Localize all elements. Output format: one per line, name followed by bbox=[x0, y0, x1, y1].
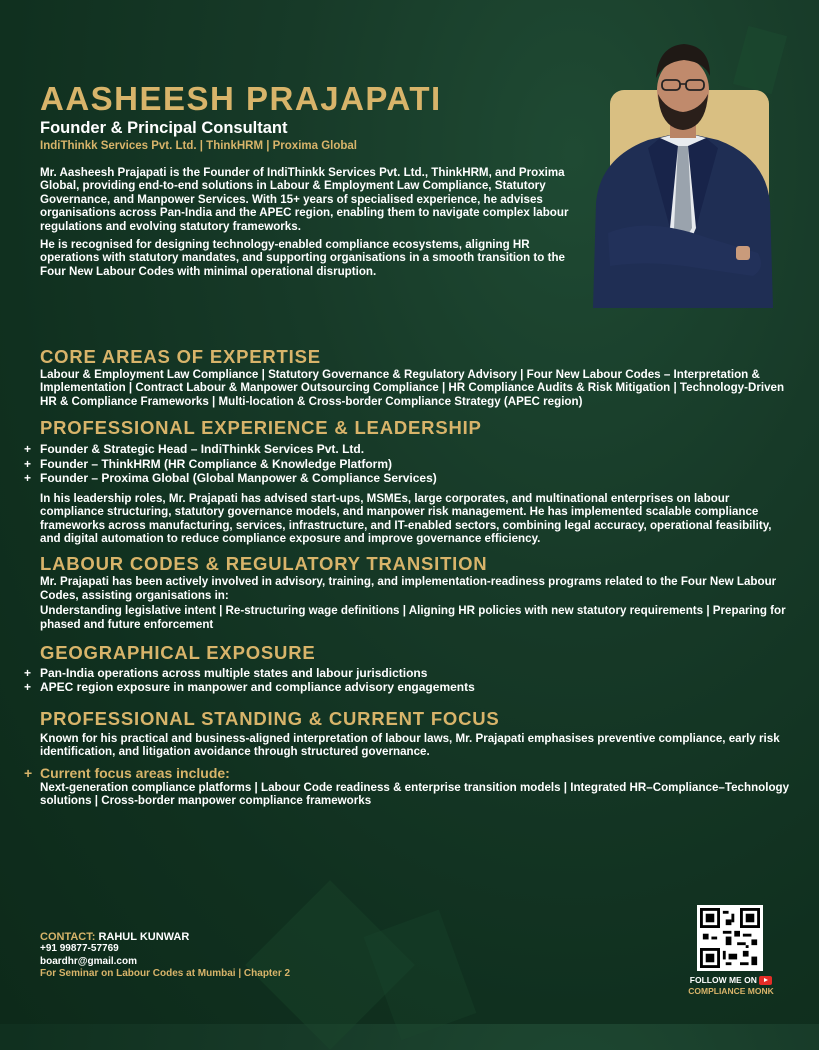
plus-icon: + bbox=[24, 680, 32, 695]
list-item: + Pan-India operations across multiple states and labour jurisdictions bbox=[24, 665, 428, 680]
standing-heading: PROFESSIONAL STANDING & CURRENT FOCUS bbox=[40, 707, 500, 729]
labour-codes-paragraph: Mr. Prajapati has been actively involved in advisory, training, and implementation-readiness programs related to the Four New Labour Codes, assisting organisations in: bbox=[40, 575, 777, 602]
focus-text: Next-generation compliance platforms | Labour Code readiness & enterprise transition models | Integrated HR–Compliance–Technology solutions | Cross-border manpower compliance frameworks bbox=[40, 780, 790, 808]
list-item: + Founder & Strategic Head – IndiThinkk Services Pvt. Ltd. bbox=[24, 442, 365, 457]
contact-phone: +91 99877-57769 bbox=[40, 943, 119, 954]
expertise-text: Labour & Employment Law Compliance | Statutory Governance & Regulatory Advisory | Four New Labour Codes – Interpretation & Implementation | Contract Labour & Manpower Outsourcing Compliance | HR Compliance Audits & Risk Mitigation | Technology-Driven HR & Compliance Frameworks | Multi-location & Cross-border Compliance Strategy (APEC region) bbox=[40, 368, 785, 408]
qr-code-icon bbox=[700, 908, 760, 968]
channel-name[interactable]: COMPLIANCE MONK bbox=[688, 986, 774, 996]
youtube-icon bbox=[759, 976, 772, 985]
companies-line: IndiThinkk Services Pvt. Ltd. | ThinkHRM | Proxima Global bbox=[40, 140, 357, 152]
list-item: + APEC region exposure in manpower and compliance advisory engagements bbox=[24, 680, 475, 695]
contact-heading: CONTACT: RAHUL KUNWAR bbox=[40, 931, 190, 943]
plus-icon: + bbox=[24, 456, 32, 471]
qr-code[interactable] bbox=[697, 905, 763, 971]
intro-paragraph-2: He is recognised for designing technology-enabled compliance ecosystems, aligning HR operations with statutory mandates, and supporting organisations in a smooth transition to the Four New Labour Codes with minimal operational disruption. bbox=[40, 238, 565, 278]
expertise-heading: CORE AREAS OF EXPERTISE bbox=[40, 346, 321, 367]
experience-list bbox=[22, 442, 792, 486]
experience-paragraph: In his leadership roles, Mr. Prajapati has advised start-ups, MSMEs, large corporates, and multinational enterprises on labour compliance structuring, statutory governance models, and manpower risk management. He has implemented scalable compliance frameworks across manufacturing, services, infrastructure, and IT-enabled sectors, combining legal accuracy, operational feasibility, and digital automation to reduce compliance exposure and improve governance efficiency. bbox=[40, 491, 772, 545]
contact-email: boardhr@gmail.com bbox=[40, 955, 137, 967]
geography-list bbox=[22, 666, 792, 695]
standing-paragraph: Known for his practical and business-aligned interpretation of labour laws, Mr. Prajapati emphasises preventive compliance, early risk identification, and litigation avoidance through structured governance. bbox=[40, 731, 780, 759]
seminar-note: For Seminar on Labour Codes at Mumbai | Chapter 2 bbox=[40, 968, 291, 979]
job-title: Founder & Principal Consultant bbox=[40, 119, 288, 137]
focus-heading: + Current focus areas include: bbox=[24, 764, 230, 781]
experience-heading: PROFESSIONAL EXPERIENCE & LEADERSHIP bbox=[40, 417, 482, 439]
intro-section bbox=[40, 166, 570, 278]
follow-label: FOLLOW ME ON COMPLIANCE MONK bbox=[688, 975, 774, 996]
labour-codes-list: Understanding legislative intent | Re-structuring wage definitions | Aligning HR policies with new statutory requirements | Preparing for phased and future enforcement bbox=[40, 604, 786, 631]
list-item: + Founder – ThinkHRM (HR Compliance & Knowledge Platform) bbox=[24, 456, 393, 471]
page-title: AASHEESH PRAJAPATI bbox=[40, 80, 442, 117]
plus-icon: + bbox=[24, 764, 33, 781]
intro-paragraph-1: Mr. Aasheesh Prajapati is the Founder of IndiThinkk Services Pvt. Ltd., ThinkHRM, and Proxima Global, providing end-to-end solutions in Labour & Employment Law Compliance, Statutory Governance, and Manpower Services. With 15+ years of specialised experience, he advises organisations across Pan-India and the APEC region, enabling them to navigate complex labour regulations and evolving statutory frameworks. bbox=[40, 166, 569, 233]
portrait-photo bbox=[588, 28, 778, 308]
contact-block bbox=[40, 931, 290, 981]
plus-icon: + bbox=[24, 665, 32, 680]
list-item: + Founder – Proxima Global (Global Manpower & Compliance Services) bbox=[24, 471, 437, 486]
main-content bbox=[22, 346, 792, 808]
plus-icon: + bbox=[24, 442, 32, 457]
decorative-shape bbox=[364, 910, 477, 1041]
labour-codes-heading: LABOUR CODES & REGULATORY TRANSITION bbox=[40, 553, 488, 575]
plus-icon: + bbox=[24, 471, 32, 486]
geography-heading: GEOGRAPHICAL EXPOSURE bbox=[40, 641, 316, 663]
